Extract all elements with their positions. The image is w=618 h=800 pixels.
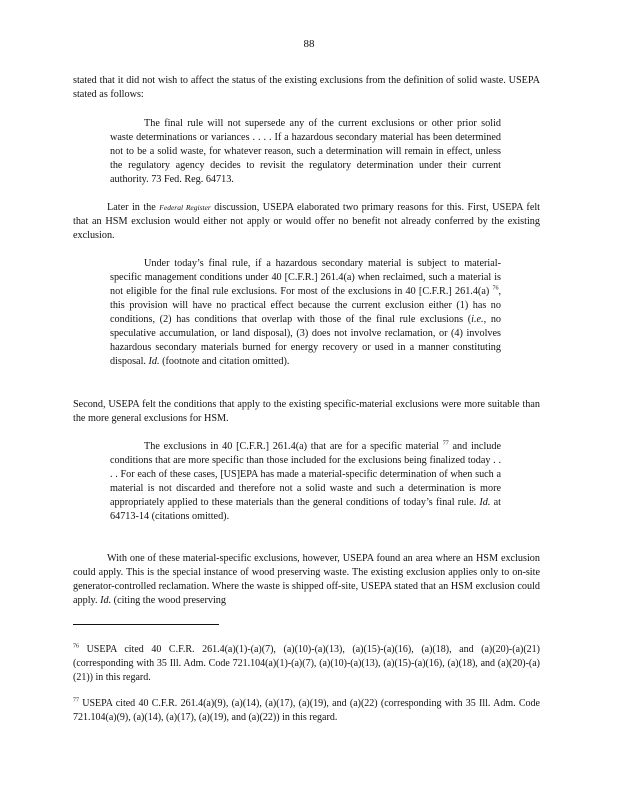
paragraph-reasons: Later in the Federal Register discussion, USEPA elaborated two primary reasons for this. First, USEPA felt that an HSM exclusion would either not apply or would offer no benefit not already conferred by the existing exclusion. (73, 202, 540, 241)
footnote-number: 76 (73, 643, 79, 650)
paragraph-intro: stated that it did not wish to affect the status of the existing exclusions from the definition of solid waste. USEPA stated as follows: (73, 75, 540, 100)
footnote-76: $^{76}$ USEPA cited 40 C.F.R. 261.4(a)(1)-(a)(7), (a)(10)-(a)(13), (a)(15)-(a)(16), (a)(18), and (a)(20)-(a)(21) (corresponding with 35 Ill. Adm. Code 721.104(a)(1)-(a)(7), (a)(10)-(a)(13), (a)(15)-(a)(16), (a)(18), and (a)(20)-(a)(21)) in this regard. (73, 643, 540, 683)
federal-register-citation: Federal Register (159, 203, 211, 212)
footnote-ref-76[interactable]: 76 (492, 285, 499, 292)
paragraph-second-reason: Second, USEPA felt the conditions that apply to the existing specific-material exclusions were more suitable than the more general exclusions for HSM. (73, 399, 540, 424)
footnote-77: $^{77}$ USEPA cited 40 C.F.R. 261.4(a)(9), (a)(14), (a)(17), (a)(19), and (a)(22) (corresponding with 35 Ill. Adm. Code 721.104(a)(9), (a)(14), (a)(17), (a)(19), and (a)(22)) in this regard. (73, 697, 540, 723)
footnote-divider (73, 624, 219, 625)
paragraph-wood-preserving: With one of these material-specific exclusions, however, USEPA found an area where an HSM exclusion could apply. This is the special instance of wood preserving waste. The existing exclusion applies only to on-site generator-controlled reclamation. Where the waste is shipped off-site, USEPA stated that an HSM exclusion could apply. Id. (citing the wood preserving (73, 553, 540, 606)
footnote-number: 77 (73, 697, 79, 704)
page-number: 88 (303, 38, 315, 50)
block-quote-3: The exclusions in 40 [C.F.R.] 261.4(a) that are for a specific material $^{77}$ and include conditions that are more specific than those included for the exclusions being finalized today . . . . For each of these cases, [US]EPA has made a material-specific determination of when such a material is not discarded and therefore not a solid waste and such a determination is more appropriately applied to these materials than the general conditions of today’s final rule. Id. at 64713-14 (citations omitted). (110, 440, 501, 522)
footnote-ref-77[interactable]: 77 (442, 440, 449, 447)
block-quote-1: The final rule will not supersede any of the current exclusions or other prior solid waste determinations or variances . . . . If a hazardous secondary material has been determined not to be a solid waste, for whatever reason, such a determination will remain in effect, unless the regulatory agency decides to revisit the regulatory determination under their current authority. 73 Fed. Reg. 64713. (110, 118, 501, 185)
block-quote-2: Under today’s final rule, if a hazardous secondary material is subject to material-specific management conditions under 40 [C.F.R.] 261.4(a) when reclaimed, such a material is not eligible for the final rule exclusions. For most of the exclusions in 40 [C.F.R.] 261.4(a) $^{76}$, this provision will have no practical effect because the current exclusion either (1) has no conditions, (2) has conditions that overlap with those of the final rule exclusions (i.e., no speculative accumulation, or land disposal), (3) does not involve reclamation, or (4) involves hazardous secondary materials burned for energy recovery or used in a manner constituting disposal. Id. (footnote and citation omitted). (110, 258, 501, 367)
